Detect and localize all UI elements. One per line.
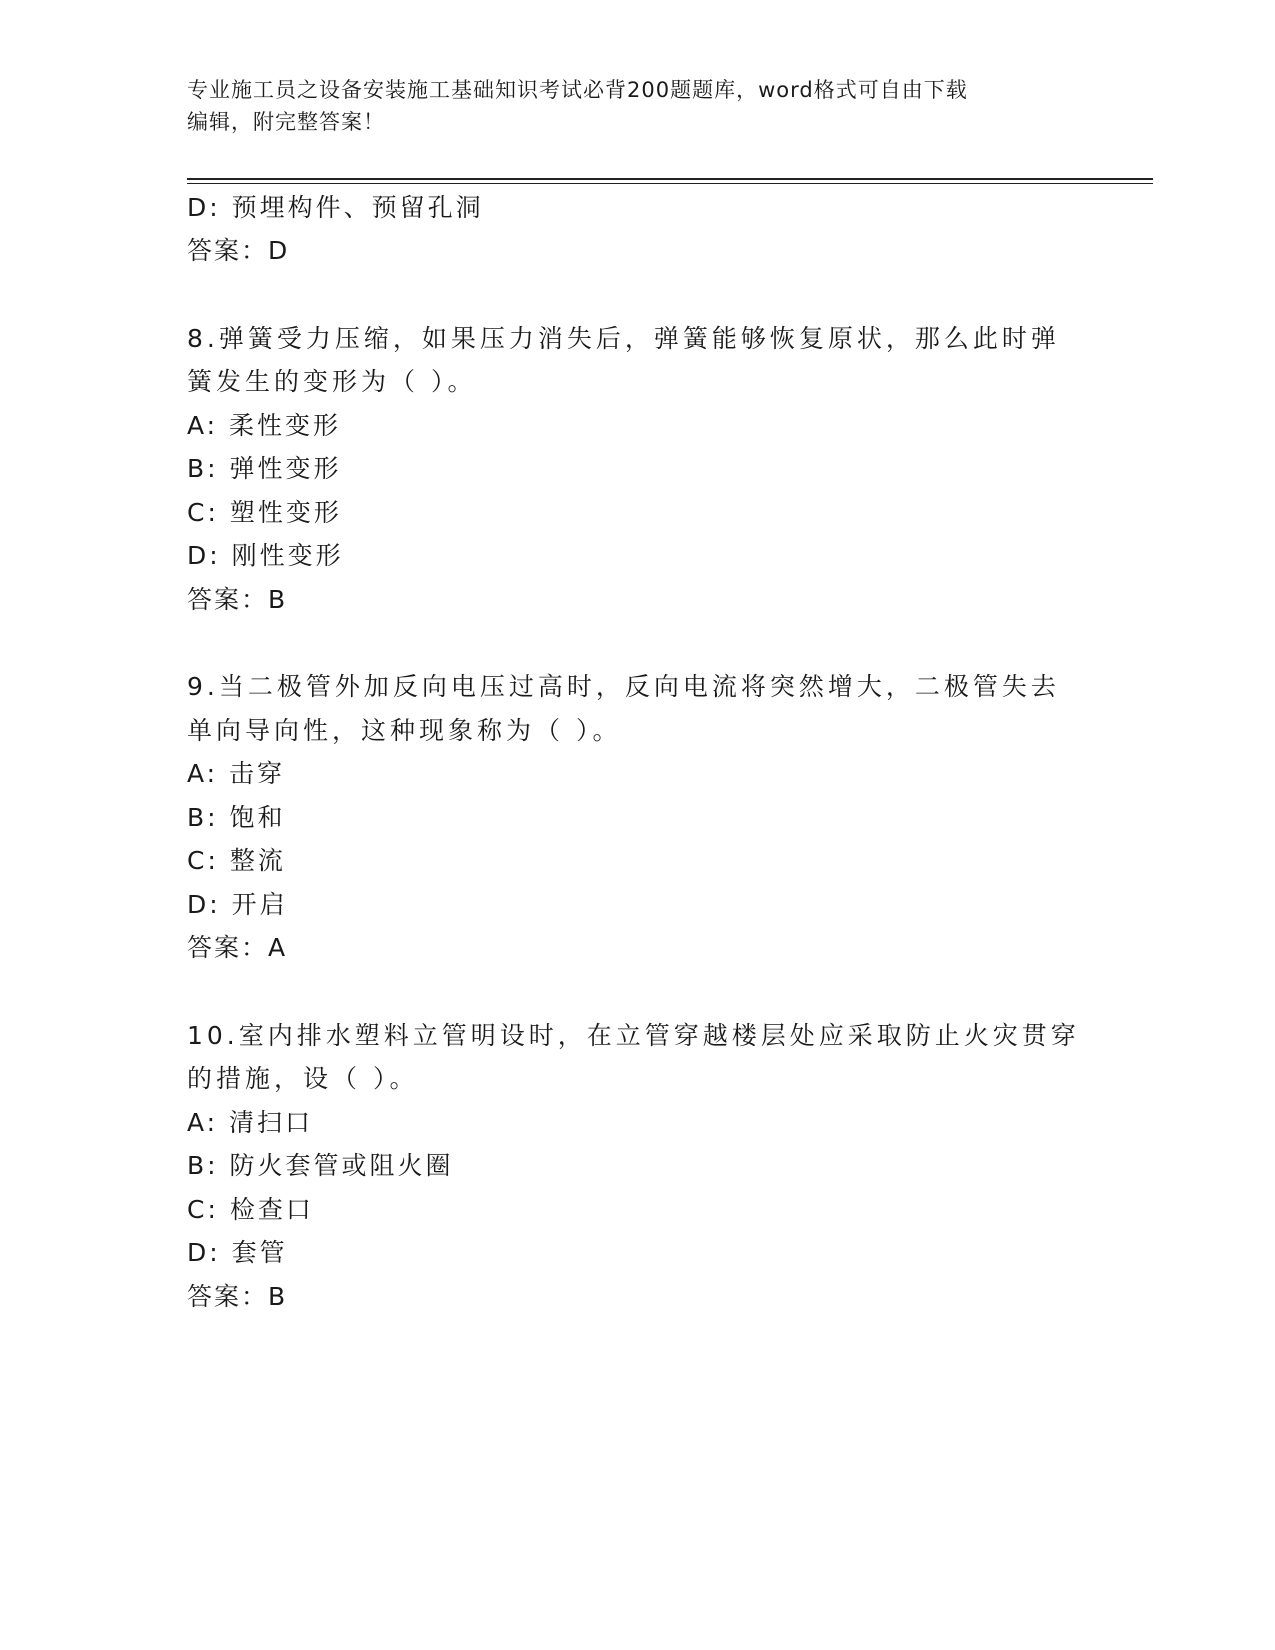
q8-option-c: C: 塑性变形 — [187, 498, 342, 527]
q8-option-a: A: 柔性变形 — [187, 411, 342, 440]
q10-option-b: B: 防火套管或阻火圈 — [187, 1151, 454, 1180]
header-rule-thick — [187, 178, 1153, 180]
q8-option-b: B: 弹性变形 — [187, 454, 342, 483]
q10-text-line-2: 的措施，设（ ）。 — [187, 1064, 419, 1093]
q10-text-line-1: 10.室内排水塑料立管明设时，在立管穿越楼层处应采取防止火灾贯穿 — [187, 1021, 1080, 1050]
q9-option-a: A: 击穿 — [187, 759, 286, 788]
header-line-2: 编辑，附完整答案！ — [187, 110, 385, 134]
q9-option-d: D: 开启 — [187, 890, 288, 919]
q8-text-line-2: 簧发生的变形为（ ）。 — [187, 367, 477, 396]
q9-text-line-2: 单向导向性，这种现象称为（ ）。 — [187, 716, 622, 745]
q10-option-d: D: 套管 — [187, 1238, 288, 1267]
q8-text-line-1: 8.弹簧受力压缩，如果压力消失后，弹簧能够恢复原状，那么此时弹 — [187, 324, 1060, 353]
q9-answer: 答案：A — [187, 933, 288, 962]
q10-option-c: C: 检查口 — [187, 1195, 314, 1224]
document-header — [187, 74, 1067, 138]
q9-option-c: C: 整流 — [187, 846, 286, 875]
q9-option-b: B: 饱和 — [187, 803, 286, 832]
q8-option-d: D: 刚性变形 — [187, 541, 344, 570]
header-rule-thin — [187, 183, 1153, 184]
q8-answer: 答案：B — [187, 585, 288, 614]
prev-answer: 答案：D — [187, 236, 290, 265]
prev-option-d: D: 预埋构件、预留孔洞 — [187, 193, 484, 222]
q9-text-line-1: 9.当二极管外加反向电压过高时，反向电流将突然增大，二极管失去 — [187, 672, 1060, 701]
q10-answer: 答案：B — [187, 1282, 288, 1311]
header-line-1: 专业施工员之设备安装施工基础知识考试必背200题题库，word格式可自由下载 — [187, 78, 968, 102]
q10-option-a: A: 清扫口 — [187, 1108, 314, 1137]
